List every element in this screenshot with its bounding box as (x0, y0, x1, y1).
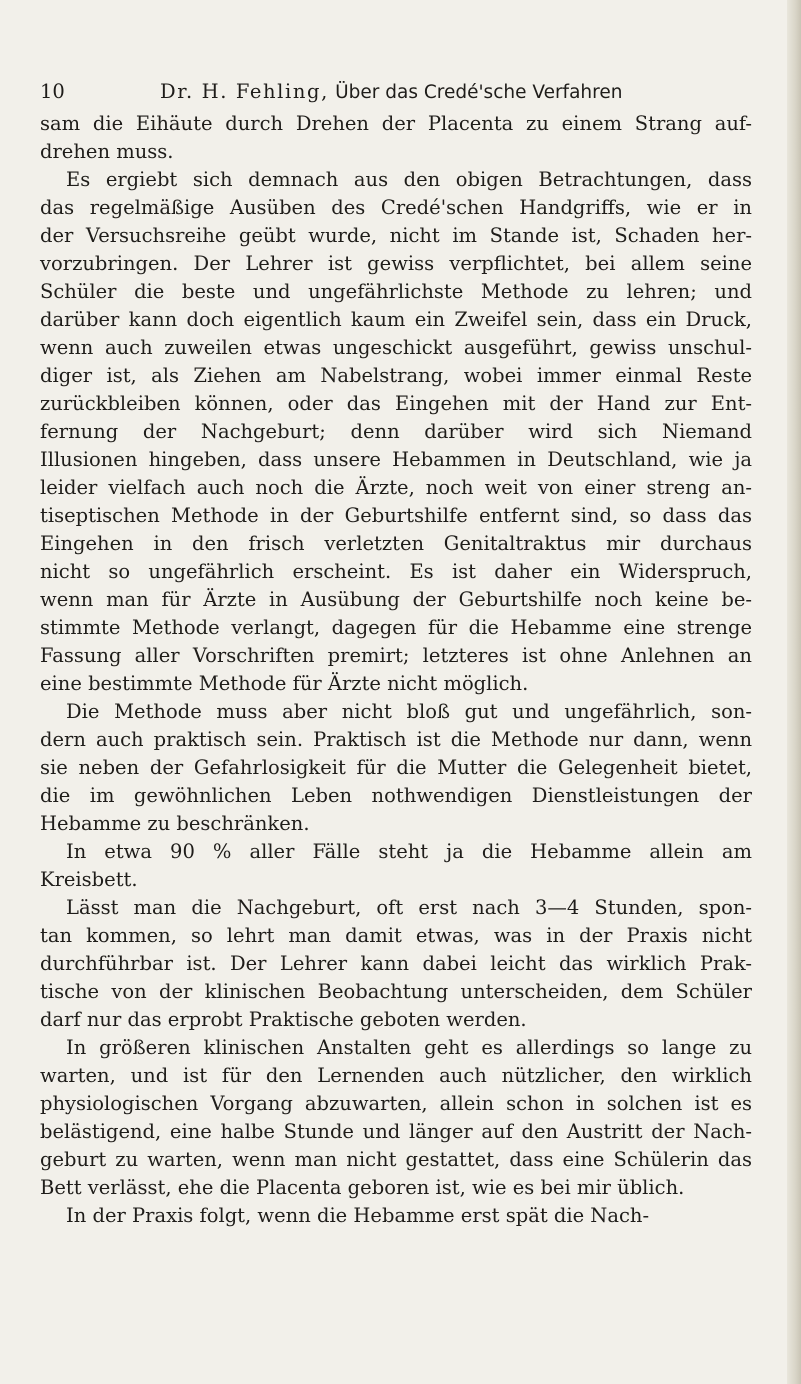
author-name: Dr. H. Fehling, (160, 80, 329, 103)
text-line: Hebamme zu beschränken. (40, 812, 310, 835)
text-line: darf nur das erprobt Praktische geboten werden. (40, 1008, 527, 1031)
text-line: tan kommen, so lehrt man damit etwas, was in der Praxis nicht (40, 924, 752, 947)
text-line: sam die Eihäute durch Drehen der Placenta zu einem Strang auf- (40, 112, 752, 135)
text-line: die im gewöhnlichen Leben nothwendigen Dienstleistungen der (40, 784, 752, 807)
text-line: tiseptischen Methode in der Geburtshilfe entfernt sind, so dass das (40, 504, 752, 527)
text-line: Eingehen in den frisch verletzten Genitaltraktus mir durchaus (40, 532, 752, 555)
text-line: In etwa 90 % aller Fälle steht ja die Hebamme allein am (66, 840, 752, 863)
text-line: wenn auch zuweilen etwas ungeschickt ausgeführt, gewiss unschul- (40, 336, 752, 359)
article-title: Über das Credé'sche Verfahren (335, 82, 623, 103)
text-line: geburt zu warten, wenn man nicht gestattet, dass eine Schülerin das (40, 1148, 752, 1171)
text-line: belästigend, eine halbe Stunde und länger auf den Austritt der Nach- (40, 1120, 752, 1143)
text-line: wenn man für Ärzte in Ausübung der Geburtshilfe noch keine be- (40, 588, 752, 611)
text-line: tische von der klinischen Beobachtung unterscheiden, dem Schüler (40, 980, 752, 1003)
text-line: drehen muss. (40, 140, 174, 163)
text-line: der Versuchsreihe geübt wurde, nicht im Stande ist, Schaden her- (40, 224, 752, 247)
text-line: Die Methode muss aber nicht bloß gut und ungefährlich, son- (66, 700, 752, 723)
text-line: vorzubringen. Der Lehrer ist gewiss verpflichtet, bei allem seine (40, 252, 752, 275)
text-line: eine bestimmte Methode für Ärzte nicht möglich. (40, 672, 529, 695)
text-line: warten, und ist für den Lernenden auch nützlicher, den wirklich (40, 1064, 752, 1087)
text-line: zurückbleiben können, oder das Eingehen mit der Hand zur Ent- (40, 392, 752, 415)
running-header (40, 80, 752, 114)
page-number: 10 (40, 80, 65, 103)
text-line: Es ergiebt sich demnach aus den obigen Betrachtungen, dass (66, 168, 752, 191)
text-line: nicht so ungefährlich erscheint. Es ist daher ein Widerspruch, (40, 560, 752, 583)
text-line: Fassung aller Vorschriften premirt; letzteres ist ohne Anlehnen an (40, 644, 752, 667)
text-line: stimmte Methode verlangt, dagegen für die Hebamme eine strenge (40, 616, 752, 639)
text-line: fernung der Nachgeburt; denn darüber wird sich Niemand (40, 420, 752, 443)
text-line: Lässt man die Nachgeburt, oft erst nach 3—4 Stunden, spon- (66, 896, 752, 919)
text-line: Kreisbett. (40, 868, 138, 891)
text-line: das regelmäßige Ausüben des Credé'schen Handgriffs, wie er in (40, 196, 752, 219)
text-line: physiologischen Vorgang abzuwarten, allein schon in solchen ist es (40, 1092, 752, 1115)
text-line: sie neben der Gefahrlosigkeit für die Mutter die Gelegenheit bietet, (40, 756, 752, 779)
body-text (40, 110, 752, 1230)
text-line: dern auch praktisch sein. Praktisch ist die Methode nur dann, wenn (40, 728, 752, 751)
text-line: darüber kann doch eigentlich kaum ein Zweifel sein, dass ein Druck, (40, 308, 752, 331)
text-line: diger ist, als Ziehen am Nabelstrang, wobei immer einmal Reste (40, 364, 752, 387)
text-line: durchführbar ist. Der Lehrer kann dabei leicht das wirklich Prak- (40, 952, 752, 975)
text-line: Schüler die beste und ungefährlichste Methode zu lehren; und (40, 280, 752, 303)
text-line: Bett verlässt, ehe die Placenta geboren ist, wie es bei mir üblich. (40, 1176, 685, 1199)
text-line: In der Praxis folgt, wenn die Hebamme erst spät die Nach- (66, 1204, 650, 1227)
text-line: Illusionen hingeben, dass unsere Hebammen in Deutschland, wie ja (40, 448, 752, 471)
text-line: In größeren klinischen Anstalten geht es allerdings so lange zu (66, 1036, 752, 1059)
page-edge-shadow (787, 0, 801, 1384)
text-line: leider vielfach auch noch die Ärzte, noch weit von einer streng an- (40, 476, 752, 499)
running-title (160, 80, 622, 103)
